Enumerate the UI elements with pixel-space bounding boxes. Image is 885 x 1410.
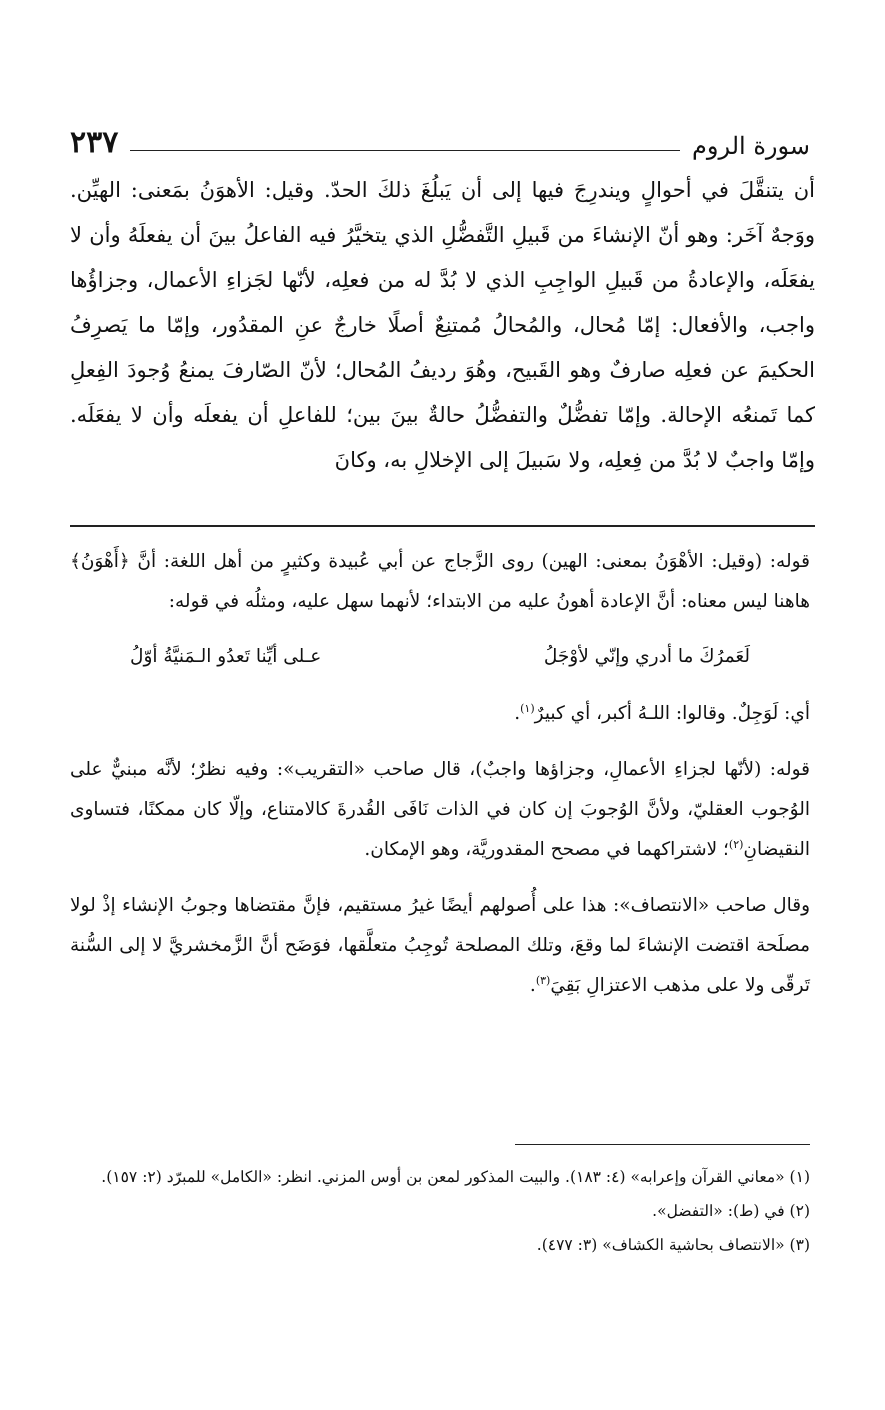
footnote-ref-2: (٢)	[728, 837, 744, 851]
main-text	[70, 168, 815, 483]
commentary	[70, 542, 810, 1006]
verse-second-hemistich: عـلى أيِّنا تَعدُو الـمَنيَّةُ أوّلُ	[130, 646, 322, 667]
footnote-3: (٣) «الانتصاف بحاشية الكشاف» (٣: ٤٧٧).	[536, 1236, 810, 1254]
footnotes	[70, 1160, 810, 1262]
commentary-paragraph-4	[70, 886, 810, 1006]
page-number: ٢٣٧	[70, 125, 119, 160]
footnote-1: (١) «معاني القرآن وإعرابه» (٤: ١٨٣). والبيت المذكور لمعن بن أوس المزني. انظر: «الكامل» للمبرّد (٢: ١٥٧).	[101, 1168, 810, 1186]
header-rule	[130, 150, 680, 151]
surah-title: سورة الروم	[692, 132, 810, 160]
commentary-text: أي: لَوَجِلٌ. وقالوا: اللـهُ أكبر، أي كبيرٌ	[534, 703, 810, 724]
commentary-text: ؛ لاشتراكهما في مصحح المقدوريَّة، وهو الإمكان.	[364, 839, 729, 860]
footnote-2: (٢) في (ط): «التفضل».	[652, 1202, 810, 1220]
commentary-paragraph-3	[70, 750, 810, 870]
commentary-text: قوله: (لأنّها لجزاءِ الأعمالِ، وجزاؤها واجبٌ)، قال صاحب «التقريب»: وفيه نظرٌ؛ لأنَّه مبنيٌّ على الوُجوب العقليّ، ولأنَّ الوُجوبَ إن كان في الذات نَافَى القُدرةَ كالامتناع، وإلّا كان ممكنًا، فتساوى النقيضانِ	[70, 759, 810, 860]
punctuation: .	[514, 703, 521, 724]
footnote-rule	[515, 1144, 810, 1145]
verse-first-hemistich: لَعَمرُكَ ما أدري وإنّي لأوْجَلُ	[543, 646, 750, 667]
commentary-paragraph-1: قوله: (وقيل: الأهْوَنُ بمعنى: الهين) روى الزَّجاج عن أبي عُبيدة وكثيرٍ من أهل اللغة: أنَّ ﴿أَهْوَنُ﴾ هاهنا ليس معناه: أنَّ الإعادة أهونُ عليه من الابتداء؛ لأنهما سهل عليه، ومثلُه في قوله:	[70, 551, 810, 612]
footnote-ref-3: (٣)	[535, 973, 551, 987]
punctuation: .	[529, 975, 536, 996]
running-header	[70, 112, 810, 160]
commentary-text: وقال صاحب «الانتصاف»: هذا على أُصولهم أيضًا غيرُ مستقيم، فإنَّ مقتضاها وجوبُ الإنشاء إذْ لولا مصلَحة اقتضت الإنشاءَ لما وقعَ، وتلك المصلحة تُوجِبُ متعلَّقها، فوَضَح أنَّ الزَّمخشريَّ لا إلى السُّنة تَرقّى ولا على مذهب الاعتزالِ بَقِيَ	[70, 895, 810, 996]
main-paragraph: أن يتنقَّلَ في أحوالٍ ويندرِجَ فيها إلى أن يَبلُغَ ذلكَ الحدّ. وقيل: الأهوَنُ بمَعنى: الهيِّن. ووَجهٌ آخَر: وهو أنّ الإنشاءَ من قَبيلِ التَّفضُّلِ الذي يتخيَّرُ فيه الفاعلُ بينَ أن يفعلَهُ وأن لا يفعَلَه، والإعادةُ من قَبيلِ الواجِبِ الذي لا بُدَّ له من فعلِه، لأنّها لجَزاءِ الأعمال، وجزاؤُها واجب، والأفعال: إمّا مُحال، والمُحالُ مُمتنِعٌ أصلًا خارجٌ عنِ المقدُور، وإمّا ما يَصرِفُ الحكيمَ عن فعلِه صارفٌ وهو القَبيح، وهُوَ رديفُ المُحال؛ لأنّ الصّارفَ يمنعُ وُجودَ الفِعلِ كما تَمنعُه الإحالة. وإمّا تفضُّلٌ والتفضُّلُ حالةٌ بينَ بين؛ للفاعلِ أن يفعلَه وأن لا يفعَلَه. وإمّا واجبٌ لا بُدَّ من فِعلِه، ولا سَبيلَ إلى الإخلالِ به، وكانَ	[70, 178, 815, 472]
section-divider	[70, 525, 815, 527]
poetry-verse	[70, 622, 810, 694]
footnote-ref-1: (١)	[520, 701, 535, 715]
commentary-paragraph-2	[70, 694, 810, 734]
